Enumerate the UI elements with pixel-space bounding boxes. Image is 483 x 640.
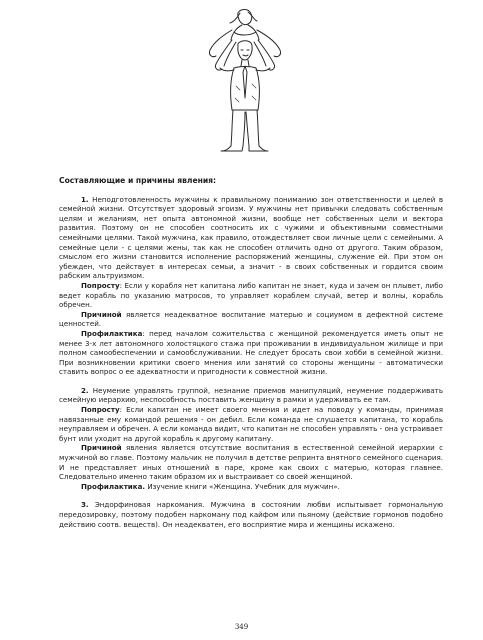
paragraph-lead: Причиной [81,443,122,453]
paragraph-cause-1 [59,310,443,329]
paragraph-lead: Попросту [81,280,120,290]
paragraph-text: Неумение управлять группой, незнание приемов манипуляций, неумение поддерживать семейную иерархию, неспособность поставить женщину в рамки и удерживать ее там. [59,385,443,405]
paragraph-lead: Попросту [81,405,120,415]
paragraph-lead: Причиной [81,309,122,319]
paragraph-number: 1. [81,194,89,204]
paragraph-text: : Если у корабля нет капитана либо капитан не знает, куда и зачем он плывет, либо ведет корабль по указанию матросов, то управляет кораблем случай, ветер и волны, корабль обречен. [59,280,443,310]
paragraph-text: является неадекватное воспитание матерью и социумом в дефектной системе ценностей. [59,309,443,329]
paragraph-text: явления является отсутствие воспитания в естественной семейной иерархии с мужчиной во главе. Поэтому мальчик не получил в детстве репринта внятного семейного сценария. И не представляет иных отношений в паре, кроме как своих с матерью, которая главнее. Следовательно именно таким образом их и выстраивает со своей женщиной. [59,443,443,482]
paragraph-cause-2 [59,443,443,481]
document-body [59,176,443,529]
paragraph-reason-3 [59,500,443,529]
paragraph-reason-2 [59,386,443,405]
paragraph-text: Изучение книги «Женщина. Учебник для мужчин». [145,481,340,491]
paragraph-simply-2 [59,405,443,443]
paragraph-lead: Профилактика. [81,481,146,491]
paragraph-text: Неподготовленность мужчины к правильному пониманию зон ответственности и целей в семейной жизни. Отсутствует здоровый эгоизм. У мужчины нет привычки следовать собственным целям и желаниям, нет опыта автономной жизни, вообще нет собственных цели и вектора развития. Поэтому он не способен соотносить их с чужими и объективными совместными семейными целями. Такой мужчина, как правило, отождествляет свои личные цели с семейными. А семейные цели - с целями жены, так как не способен отличить одно от другого. Таким образом, смыслом его жизни становится исполнение распоряжений женщины, служение ей. При этом он убежден, что действует в интересах семьи, а значит - в своих собственных и гордится своим рабским альтруизмом. [59,194,444,281]
paragraph-simply-1 [59,281,443,310]
paragraph-number: 2. [81,385,89,395]
paragraph-text: Эндорфиновая наркомания. Мужчина в состоянии любви испытывает гормональную передозировку, поэтому подобен наркоману под кайфом или пьяному (действие гормонов подобно действию соотв. веществ). Он неадекватен, его восприятие мира и женщины искажено. [59,500,443,529]
paragraph-text: : Если капитан не имеет своего мнения и идет на поводу у команды, принимая навязанные ему командой решения - он дебил. Если команда не слушается капитана, то корабль неуправляем и обречен. А если команда видит, что капитан не способен управлять - она устраивает бунт или уходит на другой корабль к другому капитану. [59,405,443,443]
paragraph-number: 3. [81,500,89,510]
man-carrying-woman-illustration [190,6,300,156]
paragraph-prevention-1 [59,329,443,377]
section-heading: Составляющие и причины явления: [59,176,217,185]
paragraph-gap [59,377,443,386]
paragraph-text: : перед началом сожительства с женщиной рекомендуется иметь опыт не менее 3-х лет автономного холостяцкого стажа при проживании в индивидуальном жилище и при полном самообеспечении и самообслуживании. Не следует бросать свои хобби в семейной жизни. При возникновении критики своего мнения или занятий со стороны женщины - автоматически ставить вопрос о ее адекватности и пригодности к совместной жизни. [59,328,443,377]
page-number: 349 [234,623,249,631]
paragraph-lead: Профилактика [81,328,143,338]
paragraph-gap [59,491,443,500]
paragraph-prevention-2 [59,482,443,492]
paragraph-reason-1 [59,195,443,281]
